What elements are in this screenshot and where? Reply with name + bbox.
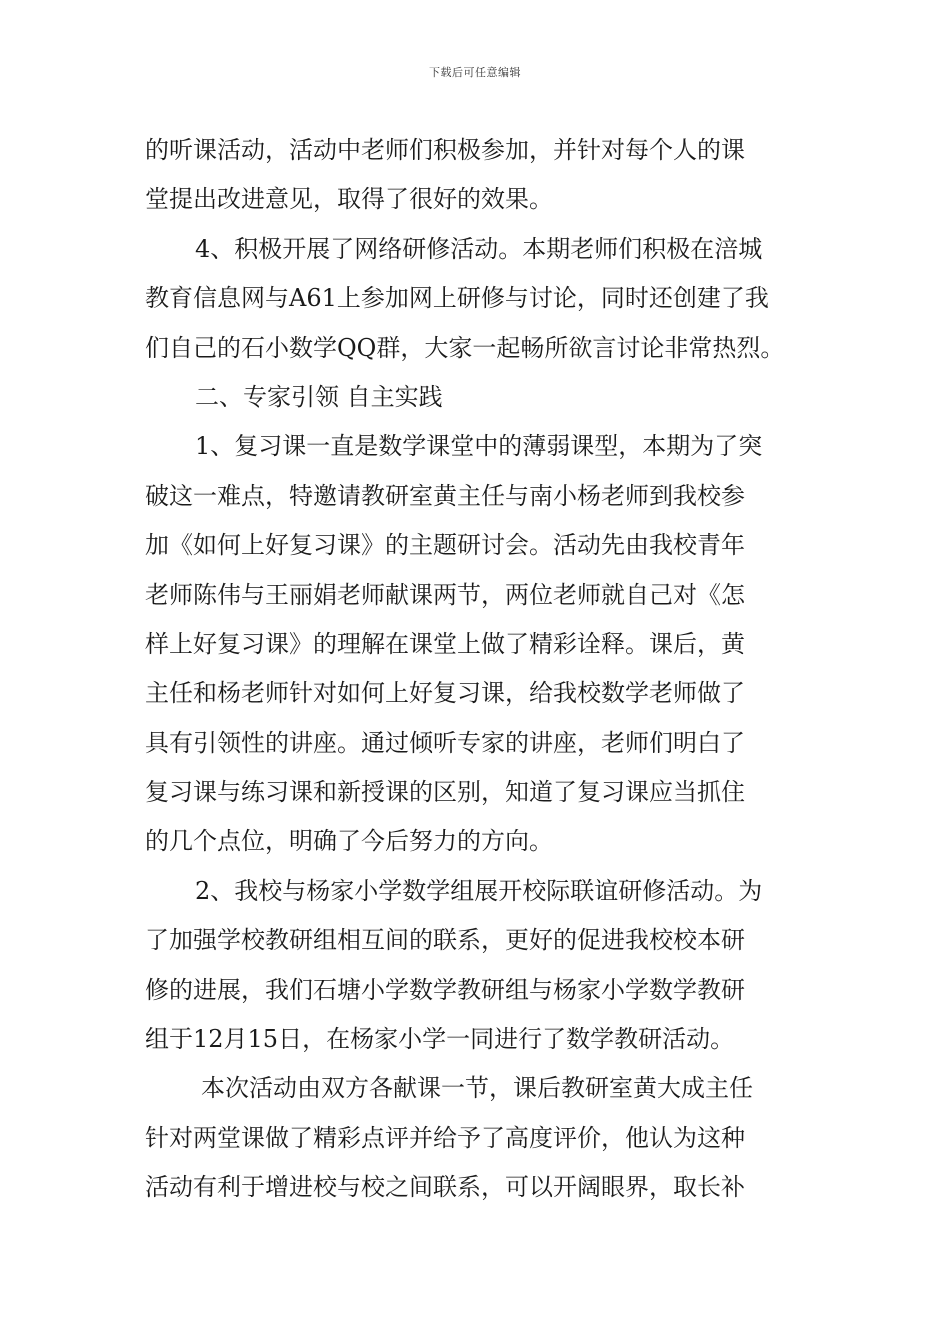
text-line: 堂提出改进意见，取得了很好的效果。 bbox=[145, 185, 553, 214]
text-line: 主任和杨老师针对如何上好复习课，给我校数学老师做了 bbox=[145, 679, 745, 708]
text-line: 老师陈伟与王丽娟老师献课两节，两位老师就自己对《怎 bbox=[145, 580, 745, 609]
paragraph-start: 1、复习课一直是数学课堂中的薄弱课型，本期为了突 bbox=[195, 432, 763, 461]
document-body bbox=[145, 126, 810, 1213]
text-line: 加《如何上好复习课》的主题研讨会。活动先由我校青年 bbox=[145, 531, 745, 560]
text-line: 教育信息网与A61上参加网上研修与讨论，同时还创建了我 bbox=[145, 284, 769, 313]
text-line: 活动有利于增进校与校之间联系，可以开阔眼界，取长补 bbox=[145, 1173, 745, 1202]
page-header: 下载后可任意编辑 bbox=[429, 66, 521, 79]
paragraph-start: 2、我校与杨家小学数学组展开校际联谊研修活动。为 bbox=[195, 876, 763, 905]
text-line: 破这一难点，特邀请教研室黄主任与南小杨老师到我校参 bbox=[145, 481, 745, 510]
text-line: 了加强学校教研组相互间的联系，更好的促进我校校本研 bbox=[145, 926, 745, 955]
text-line: 修的进展，我们石塘小学数学教研组与杨家小学数学教研 bbox=[145, 975, 745, 1004]
paragraph-start: 本次活动由双方各献课一节，课后教研室黄大成主任 bbox=[201, 1074, 753, 1103]
section-heading: 二、专家引领 自主实践 bbox=[195, 382, 443, 411]
text-line: 针对两堂课做了精彩点评并给予了高度评价，他认为这种 bbox=[145, 1123, 745, 1152]
text-line: 组于12月15日，在杨家小学一同进行了数学教研活动。 bbox=[145, 1025, 735, 1054]
paragraph-start: 4、积极开展了网络研修活动。本期老师们积极在涪城 bbox=[195, 234, 763, 263]
text-line: 的听课活动，活动中老师们积极参加，并针对每个人的课 bbox=[145, 136, 745, 164]
text-line: 复习课与练习课和新授课的区别，知道了复习课应当抓住 bbox=[145, 778, 745, 807]
text-line: 样上好复习课》的理解在课堂上做了精彩诠释。课后，黄 bbox=[145, 629, 745, 658]
text-line: 们自己的石小数学QQ群，大家一起畅所欲言讨论非常热烈。 bbox=[145, 333, 785, 362]
text-line: 的几个点位，明确了今后努力的方向。 bbox=[145, 827, 553, 856]
text-line: 具有引领性的讲座。通过倾听专家的讲座，老师们明白了 bbox=[145, 728, 745, 757]
